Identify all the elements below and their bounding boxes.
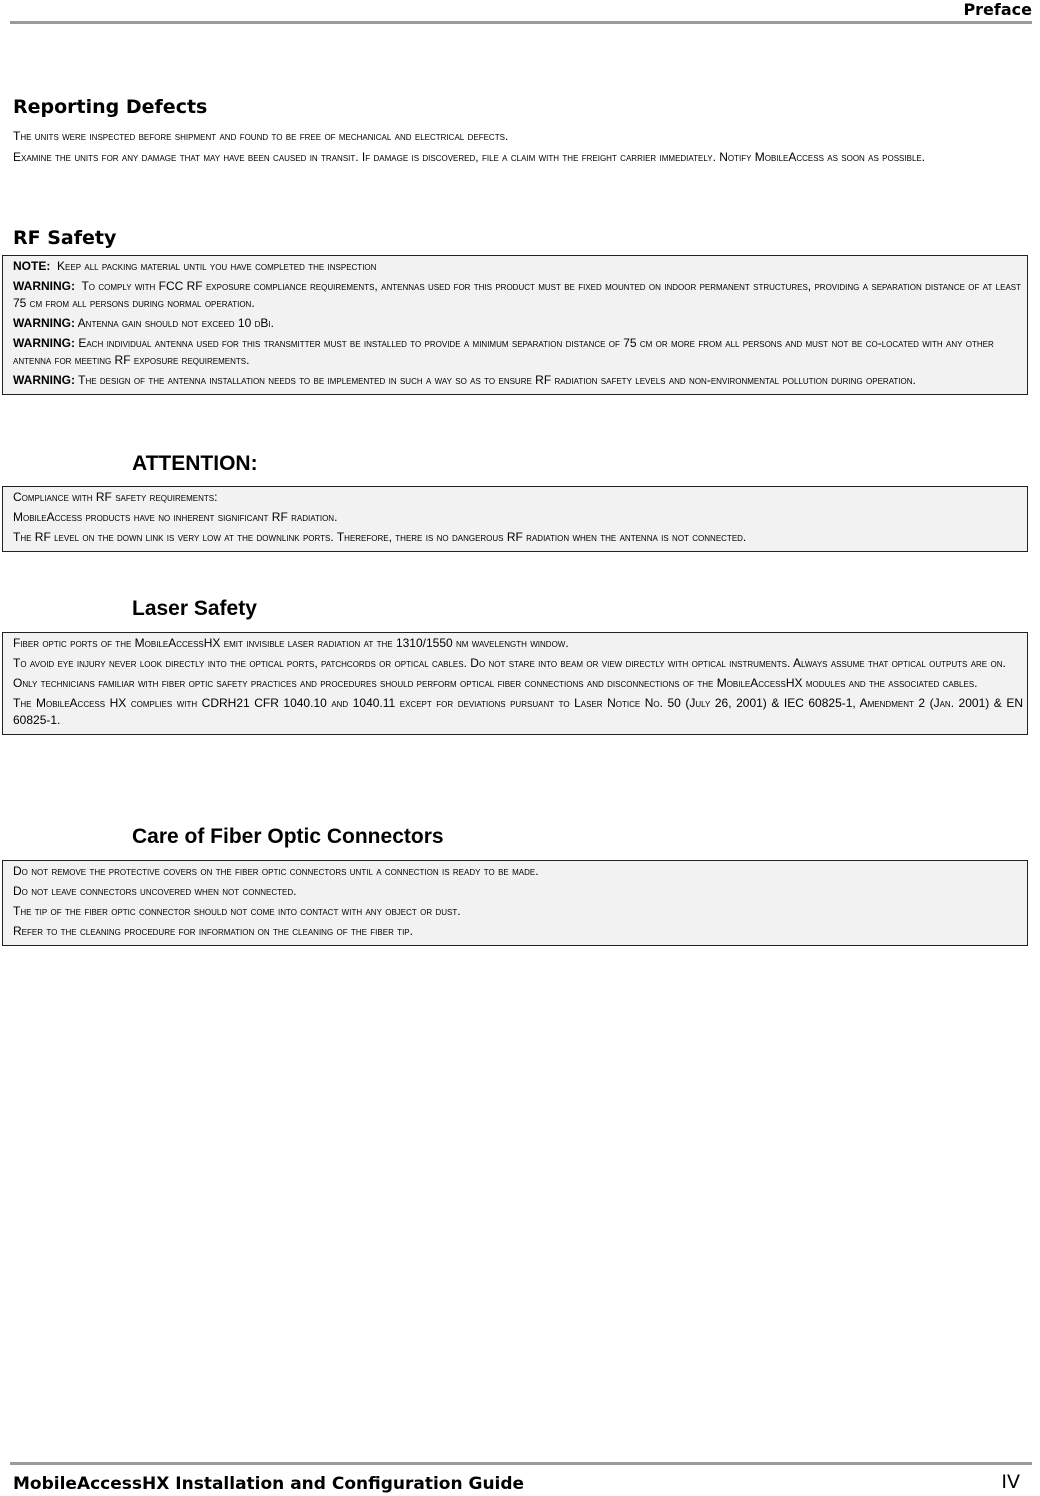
warning-label: WARNING: [13,279,75,293]
attention-line: The RF level on the down link is very low at the downlink ports. Therefore, there is no dangerous RF radiation when the antenna is not connected. [13,530,747,544]
laser-safety-heading: Laser Safety [132,597,257,620]
note-text: Keep all packing material until you have completed the inspection [57,259,377,273]
reporting-defects-paragraph-1: The units were inspected before shipment and found to be free of mechanical and electrical defects. [13,129,509,143]
warning-label: WARNING: [13,373,75,387]
attention-line: MobileAccess products have no inherent significant RF radiation. [13,510,338,524]
fiber-care-box [2,860,1028,946]
rf-safety-box [2,255,1028,395]
warning-text: The design of the antenna installation needs to be implemented in such a way so as to ensure RF radiation safety levels and non-environmental pollution during operation. [78,373,916,387]
laser-safety-box [2,632,1028,735]
laser-safety-line: Fiber optic ports of the MobileAccessHX emit invisible laser radiation at the 1310/1550 nm wavelength window. [13,636,569,650]
warning-text: Antenna gain should not exceed 10 dBi. [77,316,274,330]
laser-safety-line: To avoid eye injury never look directly into the optical ports, patchcords or optical cables. Do not stare into beam or view directly with optical instruments. Always assume that optical outputs are on. [13,656,1006,670]
page-number: IV [1001,1471,1020,1493]
reporting-defects-heading: Reporting Defects [13,96,208,118]
warning-text: To comply with FCC RF exposure compliance requirements, antennas used for this product must be fixed mounted on indoor permanent structures, providing a separation distance of at least 75 cm from all persons during normal operation. [13,279,1022,310]
reporting-defects-body [13,128,1020,170]
attention-heading: ATTENTION: [132,452,258,475]
rf-warning [13,372,1027,389]
fiber-care-line: Refer to the cleaning procedure for information on the cleaning of the fiber tip. [13,924,413,938]
page-header-title: Preface [963,0,1032,19]
fiber-care-heading: Care of Fiber Optic Connectors [132,825,444,848]
warning-label: WARNING: [13,336,75,350]
reporting-defects-paragraph-2: Examine the units for any damage that may have been caused in transit. If damage is discovered, file a claim with the freight carrier immediately. Notify MobileAccess as soon as possible. [13,150,926,164]
note-label: NOTE: [13,259,51,273]
warning-label: WARNING: [13,316,75,330]
rf-warning [13,335,1027,369]
warning-text: Each individual antenna used for this transmitter must be installed to provide a minimum separation distance of 75 cm or more from all persons and must not be co-located with any other antenna for meeting RF exposure requirements. [13,336,994,367]
header-divider [10,21,1032,24]
fiber-care-line: Do not leave connectors uncovered when not connected. [13,884,297,898]
rf-warning [13,315,1027,332]
laser-safety-line: The MobileAccess HX complies with CDRH21 CFR 1040.10 and 1040.11 except for deviations pursuant to Laser Notice No. 50 (July 26, 2001) & IEC 60825-1, Amendment 2 (Jan. 2001) & EN 60825-1. [13,696,1023,727]
fiber-care-line: Do not remove the protective covers on the fiber optic connectors until a connection is ready to be made. [13,864,539,878]
rf-note [13,258,1027,275]
rf-safety-heading: RF Safety [13,227,117,249]
attention-box [2,486,1028,552]
rf-warning [13,278,1027,312]
attention-line: Compliance with RF safety requirements: [13,490,218,504]
footer-divider [10,1462,1032,1465]
footer-document-title: MobileAccessHX Installation and Configuration Guide [13,1474,525,1494]
fiber-care-line: The tip of the fiber optic connector should not come into contact with any object or dust. [13,904,461,918]
laser-safety-line: Only technicians familiar with fiber optic safety practices and procedures should perform optical fiber connections and disconnections of the MobileAccessHX modules and the associated cables. [13,676,978,690]
